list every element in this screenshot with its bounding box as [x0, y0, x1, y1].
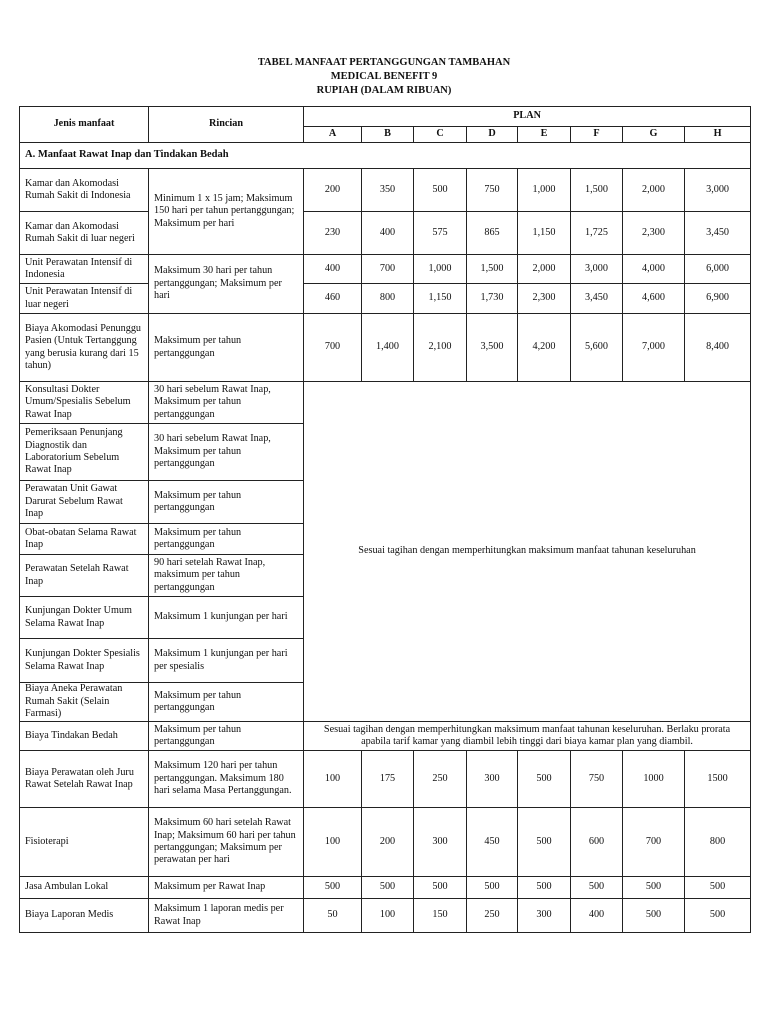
rincian-cell: 30 hari sebelum Rawat Inap, Maksimum per tahun pertanggungan — [149, 382, 304, 424]
rincian-cell: Maksimum per tahun pertanggungan — [149, 524, 304, 555]
jenis-cell: Biaya Aneka Perawatan Rumah Sakit (Selain Farmasi) — [20, 683, 149, 722]
table-row — [20, 314, 751, 382]
value-cell: 1,150 — [518, 212, 571, 255]
jenis-cell: Obat-obatan Selama Rawat Inap — [20, 524, 149, 555]
value-cell: 600 — [571, 808, 623, 877]
value-cell: 300 — [467, 751, 518, 808]
rincian-cell: Maksimum per tahun pertanggungan — [149, 314, 304, 382]
value-cell: 865 — [467, 212, 518, 255]
jenis-cell: Kunjungan Dokter Spesialis Selama Rawat Inap — [20, 639, 149, 683]
value-cell: 350 — [362, 169, 414, 212]
jenis-cell: Konsultasi Dokter Umum/Spesialis Sebelum Rawat Inap — [20, 382, 149, 424]
rincian-cell: Maksimum per tahun pertanggungan — [149, 722, 304, 751]
value-cell: 4,600 — [623, 284, 685, 314]
value-cell: 300 — [518, 899, 571, 933]
value-cell: 230 — [304, 212, 362, 255]
value-cell: 1,500 — [467, 255, 518, 284]
value-cell: 200 — [362, 808, 414, 877]
rincian-cell: Maksimum 1 kunjungan per hari per spesialis — [149, 639, 304, 683]
title-line-3: RUPIAH (DALAM RIBUAN) — [316, 85, 452, 96]
jenis-cell: Biaya Akomodasi Penunggu Pasien (Untuk Tertanggung yang berusia kurang dari 15 tahun) — [20, 314, 149, 382]
jenis-cell: Kamar dan Akomodasi Rumah Sakit di luar negeri — [20, 212, 149, 255]
plan-g: G — [623, 127, 685, 143]
value-cell: 7,000 — [623, 314, 685, 382]
value-cell: 450 — [467, 808, 518, 877]
plan-h: H — [685, 127, 751, 143]
value-cell: 500 — [623, 899, 685, 933]
value-cell: 2,300 — [623, 212, 685, 255]
table-row — [20, 255, 751, 284]
value-cell: 2,000 — [623, 169, 685, 212]
value-cell: 1,000 — [518, 169, 571, 212]
value-cell: 100 — [362, 899, 414, 933]
value-cell: 750 — [467, 169, 518, 212]
benefit-table — [19, 106, 751, 933]
value-cell: 500 — [623, 877, 685, 899]
rincian-cell: Maksimum 30 hari per tahun pertanggungan; Maksimum per hari — [149, 255, 304, 314]
value-cell: 400 — [304, 255, 362, 284]
jenis-cell: Biaya Perawatan oleh Juru Rawat Setelah Rawat Inap — [20, 751, 149, 808]
value-cell: 1,725 — [571, 212, 623, 255]
value-cell: 400 — [362, 212, 414, 255]
value-cell: 500 — [571, 877, 623, 899]
value-cell: 300 — [414, 808, 467, 877]
jenis-cell: Kunjungan Dokter Umum Selama Rawat Inap — [20, 597, 149, 639]
value-cell: 400 — [571, 899, 623, 933]
value-cell: 700 — [623, 808, 685, 877]
value-cell: 500 — [414, 877, 467, 899]
value-cell: 800 — [362, 284, 414, 314]
table-row — [20, 751, 751, 808]
value-cell: 3,450 — [571, 284, 623, 314]
rincian-cell: Minimum 1 x 15 jam; Maksimum 150 hari per tahun pertanggungan; Maksimum per hari — [149, 169, 304, 255]
value-cell: 1,000 — [414, 255, 467, 284]
section-a-heading: A. Manfaat Rawat Inap dan Tindakan Bedah — [20, 143, 751, 169]
jenis-cell: Unit Perawatan Intensif di Indonesia — [20, 255, 149, 284]
value-cell: 500 — [467, 877, 518, 899]
table-row — [20, 877, 751, 899]
value-cell: 2,100 — [414, 314, 467, 382]
value-cell: 500 — [362, 877, 414, 899]
value-cell: 1000 — [623, 751, 685, 808]
merged-note-2: Sesuai tagihan dengan memperhitungkan maksimum manfaat tahunan keseluruhan. Berlaku prorata apabila tarif kamar yang diambil lebih tinggi dari biaya kamar plan yang diambil. — [304, 722, 751, 751]
jenis-cell: Perawatan Unit Gawat Darurat Sebelum Rawat Inap — [20, 481, 149, 524]
value-cell: 3,000 — [571, 255, 623, 284]
value-cell: 500 — [414, 169, 467, 212]
rincian-cell: 30 hari sebelum Rawat Inap, Maksimum per tahun pertanggungan — [149, 424, 304, 481]
header-rincian: Rincian — [149, 107, 304, 143]
jenis-cell: Pemeriksaan Penunjang Diagnostik dan Laboratorium Sebelum Rawat Inap — [20, 424, 149, 481]
value-cell: 5,600 — [571, 314, 623, 382]
rincian-cell: Maksimum 1 kunjungan per hari — [149, 597, 304, 639]
table-row — [20, 212, 751, 255]
rincian-cell: 90 hari setelah Rawat Inap, maksimum per tahun pertanggungan — [149, 555, 304, 597]
rincian-cell: Maksimum per Rawat Inap — [149, 877, 304, 899]
value-cell: 700 — [362, 255, 414, 284]
value-cell: 500 — [518, 877, 571, 899]
value-cell: 8,400 — [685, 314, 751, 382]
value-cell: 1,400 — [362, 314, 414, 382]
value-cell: 2,300 — [518, 284, 571, 314]
jenis-cell: Fisioterapi — [20, 808, 149, 877]
value-cell: 250 — [467, 899, 518, 933]
plan-f: F — [571, 127, 623, 143]
value-cell: 6,900 — [685, 284, 751, 314]
value-cell: 1,500 — [571, 169, 623, 212]
value-cell: 100 — [304, 808, 362, 877]
rincian-cell: Maksimum per tahun pertanggungan — [149, 481, 304, 524]
value-cell: 500 — [518, 751, 571, 808]
value-cell: 1,730 — [467, 284, 518, 314]
table-row — [20, 169, 751, 212]
plan-d: D — [467, 127, 518, 143]
value-cell: 2,000 — [518, 255, 571, 284]
value-cell: 575 — [414, 212, 467, 255]
value-cell: 100 — [304, 751, 362, 808]
value-cell: 460 — [304, 284, 362, 314]
table-row — [20, 284, 751, 314]
title-line-2: MEDICAL BENEFIT 9 — [330, 71, 438, 82]
merged-note-1: Sesuai tagihan dengan memperhitungkan maksimum manfaat tahunan keseluruhan — [304, 382, 751, 722]
value-cell: 3,450 — [685, 212, 751, 255]
plan-b: B — [362, 127, 414, 143]
plan-e: E — [518, 127, 571, 143]
title-line-1: TABEL MANFAAT PERTANGGUNGAN TAMBAHAN — [257, 57, 511, 68]
value-cell: 700 — [304, 314, 362, 382]
value-cell: 800 — [685, 808, 751, 877]
value-cell: 250 — [414, 751, 467, 808]
value-cell: 4,000 — [623, 255, 685, 284]
plan-a: A — [304, 127, 362, 143]
table-row — [20, 899, 751, 933]
value-cell: 500 — [685, 877, 751, 899]
value-cell: 50 — [304, 899, 362, 933]
jenis-cell: Perawatan Setelah Rawat Inap — [20, 555, 149, 597]
rincian-cell: Maksimum 60 hari setelah Rawat Inap; Maksimum 60 hari per tahun pertanggungan; Maksimum per perawatan per hari — [149, 808, 304, 877]
value-cell: 3,500 — [467, 314, 518, 382]
rincian-cell: Maksimum 120 hari per tahun pertanggungan. Maksimum 180 hari selama Masa Pertanggungan. — [149, 751, 304, 808]
value-cell: 3,000 — [685, 169, 751, 212]
jenis-cell: Biaya Laporan Medis — [20, 899, 149, 933]
value-cell: 175 — [362, 751, 414, 808]
value-cell: 500 — [518, 808, 571, 877]
table-row — [20, 722, 751, 751]
header-plan: PLAN — [304, 107, 751, 127]
table-row — [20, 382, 751, 424]
value-cell: 1500 — [685, 751, 751, 808]
value-cell: 200 — [304, 169, 362, 212]
plan-c: C — [414, 127, 467, 143]
rincian-cell: Maksimum per tahun pertanggungan — [149, 683, 304, 722]
table-row — [20, 808, 751, 877]
value-cell: 4,200 — [518, 314, 571, 382]
value-cell: 500 — [304, 877, 362, 899]
value-cell: 1,150 — [414, 284, 467, 314]
value-cell: 150 — [414, 899, 467, 933]
jenis-cell: Biaya Tindakan Bedah — [20, 722, 149, 751]
jenis-cell: Kamar dan Akomodasi Rumah Sakit di Indonesia — [20, 169, 149, 212]
jenis-cell: Jasa Ambulan Lokal — [20, 877, 149, 899]
value-cell: 500 — [685, 899, 751, 933]
value-cell: 750 — [571, 751, 623, 808]
rincian-cell: Maksimum 1 laporan medis per Rawat Inap — [149, 899, 304, 933]
value-cell: 6,000 — [685, 255, 751, 284]
jenis-cell: Unit Perawatan Intensif di luar negeri — [20, 284, 149, 314]
header-jenis: Jenis manfaat — [20, 107, 149, 143]
